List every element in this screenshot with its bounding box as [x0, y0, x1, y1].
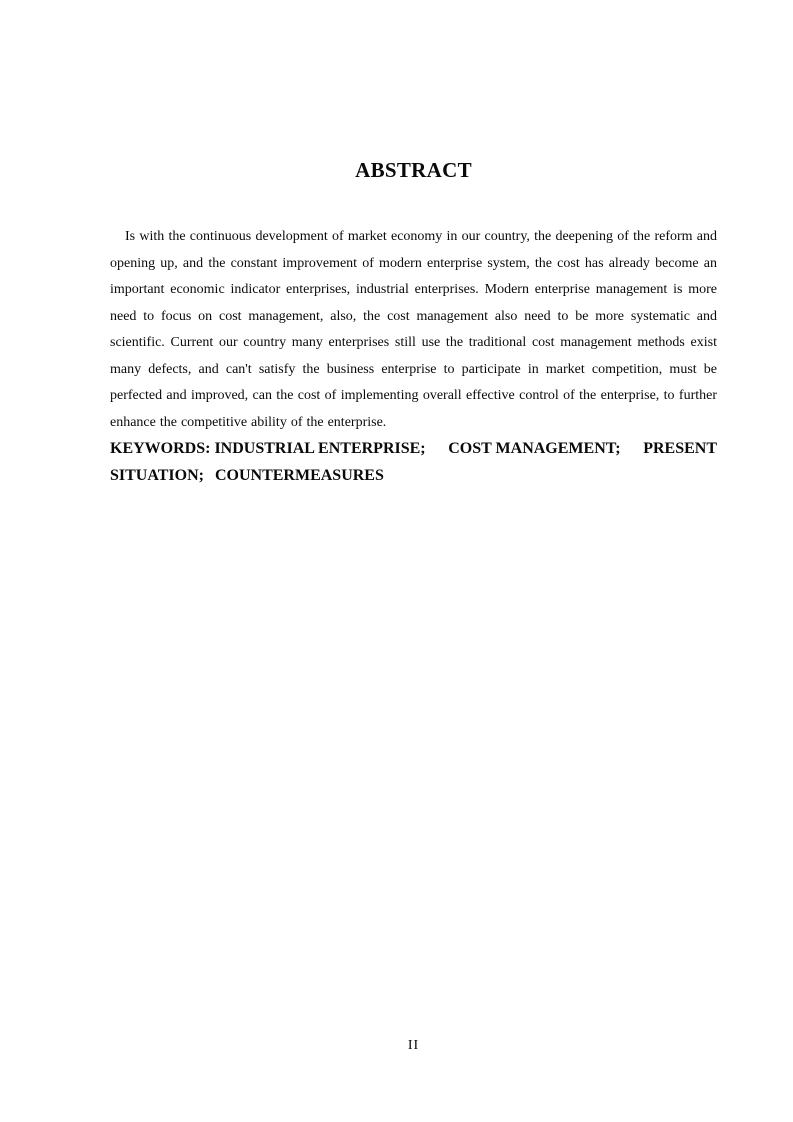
paragraph-line: important economic indicator enterprises, industrial enterprises. Modern enterprise management is more	[110, 282, 717, 297]
abstract-paragraph	[110, 224, 717, 436]
page-content	[110, 0, 717, 489]
paragraph-line: Is with the continuous development of market economy in our country, the deepening of the reform and	[125, 229, 717, 244]
keywords-label-and-first-keyword: KEYWORDS: INDUSTRIAL ENTERPRISE;	[110, 440, 426, 457]
keywords-line-2	[110, 463, 717, 490]
paragraph-line: opening up, and the constant improvement of modern enterprise system, the cost has already become an	[110, 255, 717, 271]
paragraph-line: need to focus on cost management, also, the cost management also need to be more systematic and	[110, 308, 717, 324]
keywords-block	[110, 436, 717, 489]
keyword-situation: SITUATION;	[110, 466, 204, 484]
keyword-countermeasures: COUNTERMEASURES	[214, 466, 384, 484]
paragraph-line: enhance the competitive ability of the enterprise.	[110, 414, 387, 430]
paragraph-line: many defects, and can't satisfy the business enterprise to participate in market competition, must be	[110, 361, 717, 377]
keywords-line-1	[110, 436, 717, 463]
page-number: II	[407, 1038, 420, 1053]
paragraph-line: perfected and improved, can the cost of implementing overall effective control of the enterprise, to further	[110, 388, 717, 403]
keyword-present: PRESENT	[643, 440, 717, 457]
page-title: ABSTRACT	[355, 158, 472, 182]
paragraph-line: scientific. Current our country many enterprises still use the traditional cost management methods exist	[110, 335, 717, 350]
keyword-cost-management: COST MANAGEMENT;	[448, 440, 621, 457]
